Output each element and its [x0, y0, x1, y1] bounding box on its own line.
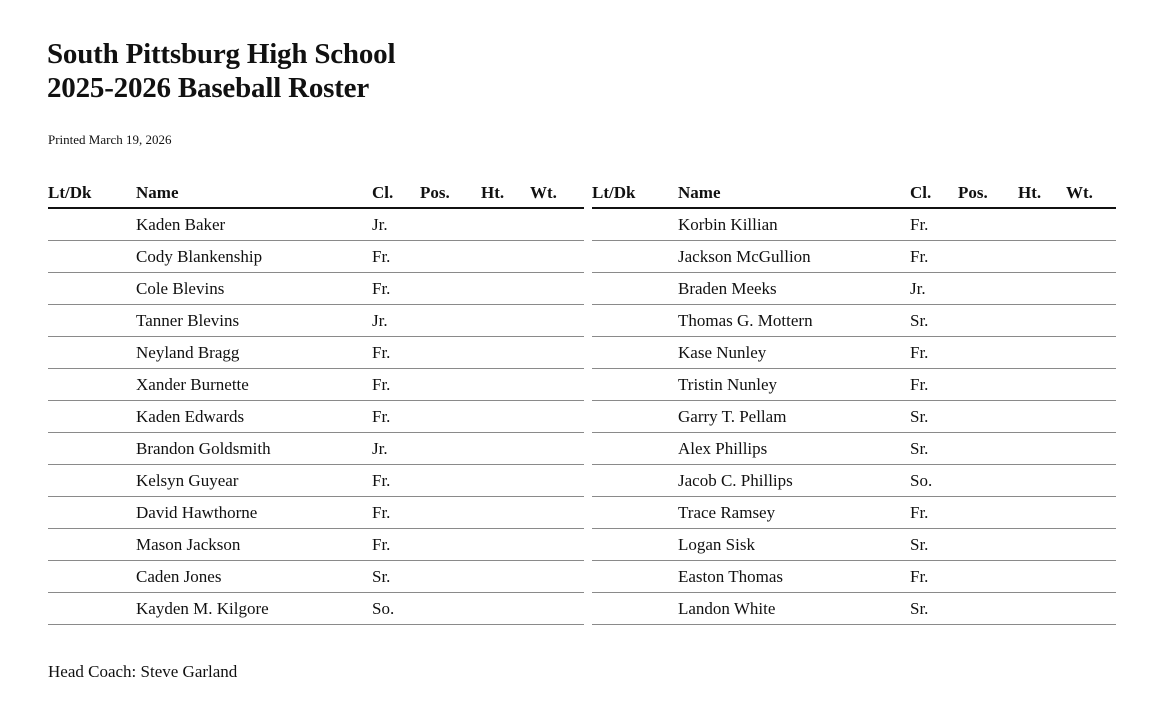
col-ltdk: Lt/Dk — [592, 183, 636, 202]
cell-class: Fr. — [910, 247, 929, 266]
cell-name: Korbin Killian — [678, 215, 778, 234]
cell-class: Sr. — [910, 439, 929, 458]
table-row — [48, 401, 584, 433]
cell-name: Jacob C. Phillips — [678, 471, 793, 490]
table-row — [592, 209, 1116, 241]
cell-name: Brandon Goldsmith — [136, 439, 271, 458]
cell-class: Fr. — [910, 343, 929, 362]
cell-name: Garry T. Pellam — [678, 407, 787, 426]
table-header — [48, 178, 584, 209]
cell-name: Kaden Baker — [136, 215, 226, 234]
cell-name: Tristin Nunley — [678, 375, 778, 394]
table-row — [592, 465, 1116, 497]
cell-name: Cody Blankenship — [136, 247, 263, 266]
cell-class: Sr. — [910, 311, 929, 330]
cell-class: Fr. — [910, 375, 929, 394]
cell-name: Logan Sisk — [678, 535, 755, 554]
cell-class: Sr. — [910, 407, 929, 426]
table-header — [592, 178, 1116, 209]
cell-class: Fr. — [372, 247, 391, 266]
cell-class: Fr. — [372, 535, 391, 554]
cell-class: Sr. — [910, 599, 929, 618]
cell-class: Fr. — [372, 279, 391, 298]
cell-class: Sr. — [372, 567, 391, 586]
table-row — [592, 529, 1116, 561]
col-name: Name — [678, 183, 721, 202]
cell-class: So. — [372, 599, 395, 618]
cell-name: Thomas G. Mottern — [678, 311, 813, 330]
table-row — [592, 401, 1116, 433]
table-row — [48, 241, 584, 273]
cell-name: Tanner Blevins — [136, 311, 240, 330]
table-row — [48, 369, 584, 401]
cell-class: Jr. — [372, 439, 388, 458]
col-ltdk: Lt/Dk — [48, 183, 92, 202]
cell-class: Jr. — [910, 279, 926, 298]
cell-class: Sr. — [910, 535, 929, 554]
table-row — [592, 273, 1116, 305]
table-row — [48, 433, 584, 465]
table-row — [48, 465, 584, 497]
col-height: Ht. — [1018, 183, 1042, 202]
school-name: South Pittsburg High School — [47, 38, 396, 70]
cell-name: Jackson McGullion — [678, 247, 811, 266]
cell-name: Landon White — [678, 599, 776, 618]
col-class: Cl. — [372, 183, 394, 202]
cell-name: Kayden M. Kilgore — [136, 599, 269, 618]
table-row — [48, 273, 584, 305]
roster-table-right — [592, 178, 1116, 625]
roster-title: 2025-2026 Baseball Roster — [47, 72, 370, 104]
cell-class: Fr. — [372, 343, 391, 362]
cell-name: Neyland Bragg — [136, 343, 240, 362]
cell-class: Fr. — [910, 503, 929, 522]
table-row — [592, 241, 1116, 273]
cell-class: Jr. — [372, 311, 388, 330]
cell-name: Braden Meeks — [678, 279, 777, 298]
table-row — [48, 497, 584, 529]
roster-table-left — [48, 178, 584, 625]
col-weight: Wt. — [530, 183, 557, 202]
cell-class: Jr. — [372, 215, 388, 234]
col-name: Name — [136, 183, 179, 202]
table-row — [592, 497, 1116, 529]
table-row — [592, 433, 1116, 465]
cell-name: David Hawthorne — [136, 503, 258, 522]
col-height: Ht. — [481, 183, 505, 202]
cell-name: Kase Nunley — [678, 343, 767, 362]
printed-date: Printed March 19, 2026 — [48, 132, 172, 147]
table-row — [48, 337, 584, 369]
cell-class: So. — [910, 471, 933, 490]
cell-name: Easton Thomas — [678, 567, 783, 586]
page-title — [47, 37, 395, 105]
cell-class: Fr. — [372, 471, 391, 490]
cell-name: Caden Jones — [136, 567, 222, 586]
cell-name: Alex Phillips — [678, 439, 768, 458]
table-row — [592, 305, 1116, 337]
col-class: Cl. — [910, 183, 932, 202]
cell-name: Kaden Edwards — [136, 407, 245, 426]
table-row — [48, 593, 584, 625]
col-position: Pos. — [420, 183, 450, 202]
cell-class: Fr. — [372, 375, 391, 394]
head-coach: Head Coach: Steve Garland — [48, 662, 238, 681]
table-row — [592, 369, 1116, 401]
cell-class: Fr. — [910, 567, 929, 586]
table-row — [48, 305, 584, 337]
table-row — [48, 209, 584, 241]
table-row — [592, 593, 1116, 625]
cell-class: Fr. — [372, 407, 391, 426]
col-position: Pos. — [958, 183, 988, 202]
table-row — [48, 529, 584, 561]
cell-name: Cole Blevins — [136, 279, 225, 298]
cell-name: Mason Jackson — [136, 535, 241, 554]
cell-name: Kelsyn Guyear — [136, 471, 239, 490]
cell-name: Xander Burnette — [136, 375, 249, 394]
table-row — [592, 337, 1116, 369]
table-row — [592, 561, 1116, 593]
cell-class: Fr. — [910, 215, 929, 234]
cell-class: Fr. — [372, 503, 391, 522]
col-weight: Wt. — [1066, 183, 1093, 202]
cell-name: Trace Ramsey — [678, 503, 776, 522]
table-row — [48, 561, 584, 593]
